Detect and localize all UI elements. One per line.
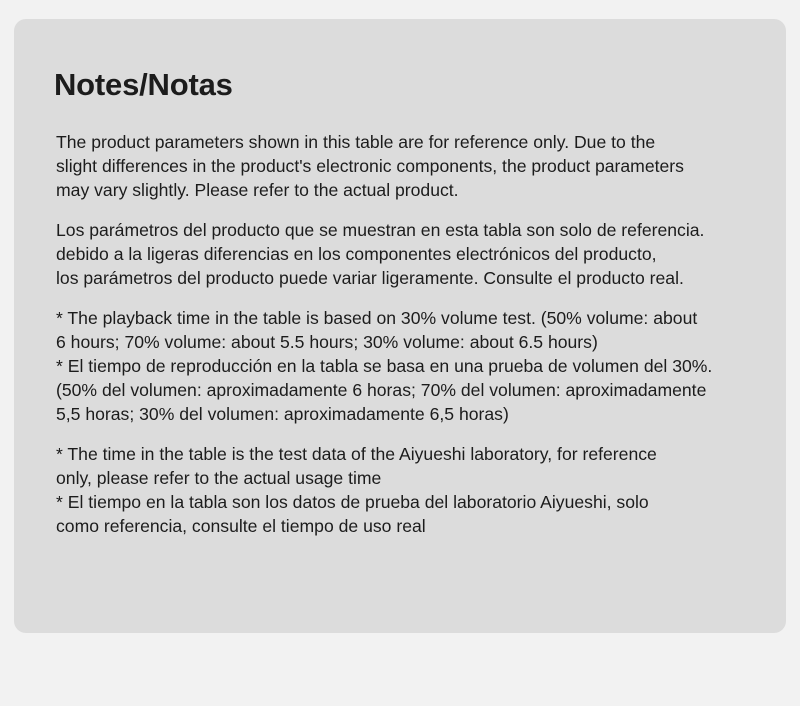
note-line: * The playback time in the table is based on 30% volume test. (50% volume: about <box>56 308 698 328</box>
note-line: * El tiempo en la tabla son los datos de prueba del laboratorio Aiyueshi, solo <box>56 492 649 512</box>
notes-title: Notes/Notas <box>54 67 233 102</box>
note-line: 6 hours; 70% volume: about 5.5 hours; 30% volume: about 6.5 hours) <box>56 332 598 352</box>
note-paragraph-playback-time <box>56 306 776 426</box>
note-paragraph-reference-es <box>56 218 776 290</box>
note-line: los parámetros del producto puede variar ligeramente. Consulte el producto real. <box>56 268 684 288</box>
note-line: * The time in the table is the test data of the Aiyueshi laboratory, for reference <box>56 444 657 464</box>
note-line: slight differences in the product's electronic components, the product parameters <box>56 156 684 176</box>
notes-body <box>56 130 776 554</box>
notes-card <box>14 19 786 633</box>
note-paragraph-test-data <box>56 442 776 538</box>
note-line: may vary slightly. Please refer to the actual product. <box>56 180 459 200</box>
note-line: (50% del volumen: aproximadamente 6 horas; 70% del volumen: aproximadamente <box>56 380 707 400</box>
note-line: como referencia, consulte el tiempo de uso real <box>56 516 426 536</box>
note-line: 5,5 horas; 30% del volumen: aproximadamente 6,5 horas) <box>56 404 509 424</box>
note-line: The product parameters shown in this table are for reference only. Due to the <box>56 132 656 152</box>
note-line: * El tiempo de reproducción en la tabla se basa en una prueba de volumen del 30%. <box>56 356 713 376</box>
note-line: Los parámetros del producto que se muestran en esta tabla son solo de referencia. <box>56 220 705 240</box>
note-line: debido a la ligeras diferencias en los componentes electrónicos del producto, <box>56 244 657 264</box>
note-line: only, please refer to the actual usage time <box>56 468 382 488</box>
note-paragraph-reference-en <box>56 130 776 202</box>
